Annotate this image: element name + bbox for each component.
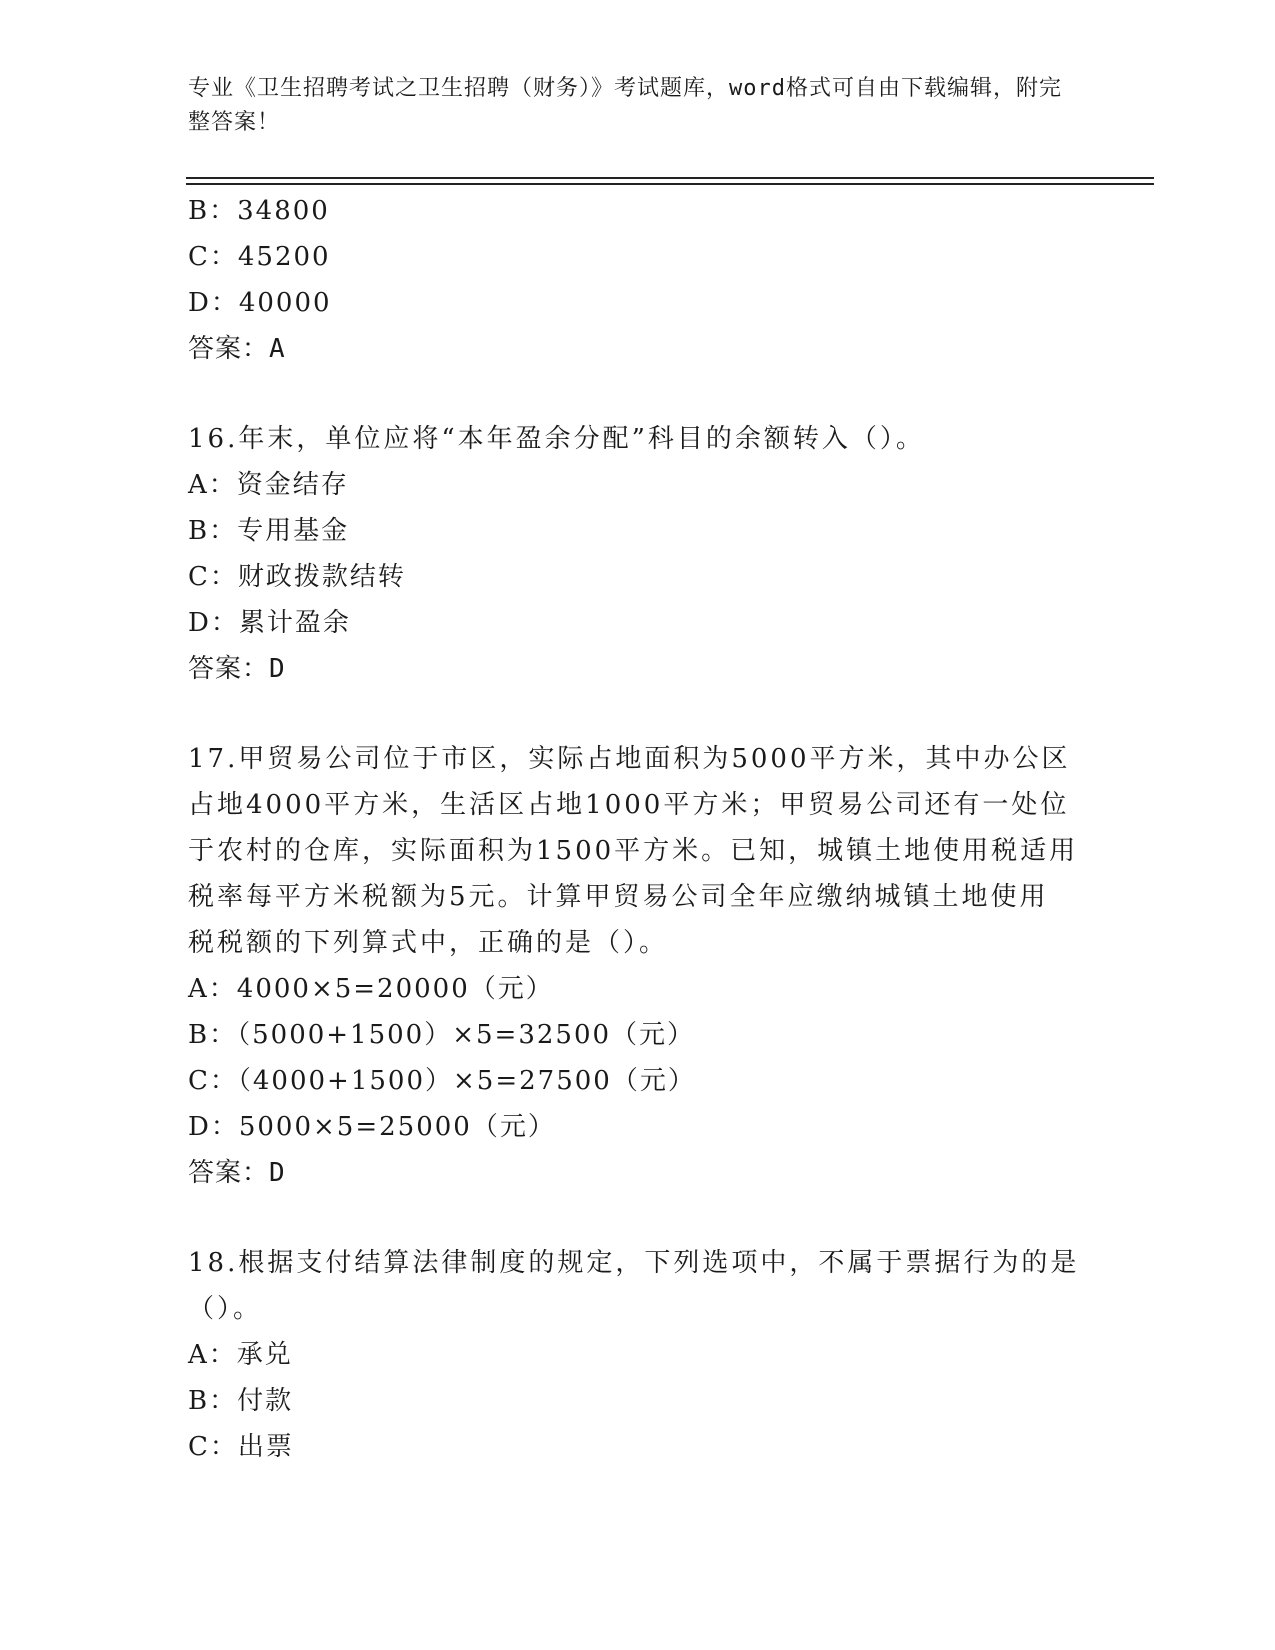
question-18 xyxy=(188,1240,1088,1470)
option-a: A：承兑 xyxy=(188,1340,293,1370)
answer: 答案：D xyxy=(188,1158,286,1188)
question-list xyxy=(188,188,1088,1470)
stem-line: 占地4000平方米，生活区占地1000平方米；甲贸易公司还有一处位 xyxy=(188,790,1070,820)
option-d: D：累计盈余 xyxy=(188,608,351,638)
option-c: C：出票 xyxy=(188,1432,294,1462)
option-b: B：34800 xyxy=(188,196,330,226)
stem-line: 于农村的仓库，实际面积为1500平方米。已知，城镇土地使用税适用 xyxy=(188,836,1079,866)
question-stem xyxy=(188,1240,1088,1332)
question-16 xyxy=(188,416,1088,692)
question-stem xyxy=(188,736,1088,966)
answer: 答案：A xyxy=(188,334,286,364)
header-divider-bottom xyxy=(186,183,1154,185)
question-17 xyxy=(188,736,1088,1196)
option-a: A：资金结存 xyxy=(188,470,349,500)
answer: 答案：D xyxy=(188,654,286,684)
stem-line: （）。 xyxy=(188,1294,263,1324)
option-b: B：付款 xyxy=(188,1386,294,1416)
question-15-remainder xyxy=(188,188,1088,372)
stem-line: 18.根据支付结算法律制度的规定，下列选项中，不属于票据行为的是 xyxy=(188,1248,1080,1278)
option-b: B：专用基金 xyxy=(188,516,350,546)
option-c: C：（4000+1500）×5=27500（元） xyxy=(188,1066,696,1096)
option-d: D：40000 xyxy=(188,288,332,318)
stem-line: 税税额的下列算式中，正确的是（）。 xyxy=(188,928,669,958)
option-a: A：4000×5=20000（元） xyxy=(188,974,554,1004)
option-d: D：5000×5=25000（元） xyxy=(188,1112,556,1142)
stem-line: 17.甲贸易公司位于市区，实际占地面积为5000平方米，其中办公区 xyxy=(188,744,1071,774)
option-c: C：45200 xyxy=(188,242,331,272)
header-divider-top xyxy=(186,177,1154,179)
document-header: 专业《卫生招聘考试之卫生招聘（财务）》考试题库，word格式可自由下载编辑，附完整答案！ xyxy=(188,76,1062,135)
question-stem xyxy=(188,416,1088,462)
option-c: C：财政拨款结转 xyxy=(188,562,406,592)
stem-line: 税率每平方米税额为5元。计算甲贸易公司全年应缴纳城镇土地使用 xyxy=(188,882,1049,912)
option-b: B：（5000+1500）×5=32500（元） xyxy=(188,1020,696,1050)
stem-line: 16.年末，单位应将“本年盈余分配”科目的余额转入（）。 xyxy=(188,424,925,454)
